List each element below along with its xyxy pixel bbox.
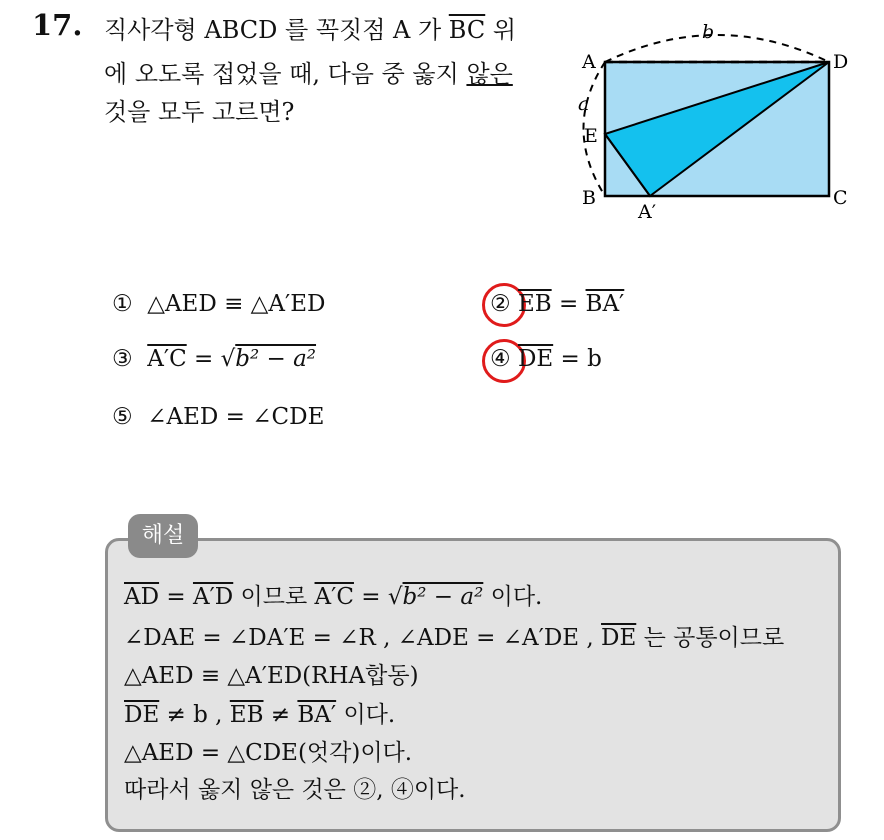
segment-a-prime-c: A′C (314, 584, 354, 610)
brace-b (605, 35, 829, 62)
label-length-a: a (578, 93, 590, 115)
choice-text: △AED ≡ △A′ED (147, 291, 326, 317)
solution-line-5: △AED = △CDE(엇각)이다. (124, 740, 413, 766)
choice-mark: ⑤ (112, 404, 133, 430)
question-line-2 (104, 54, 513, 89)
label-a-prime-point: A′ (638, 201, 657, 223)
segment-ba-prime: BA′ (297, 702, 337, 728)
solution-line-1 (124, 578, 542, 611)
label-b-point: B (582, 187, 596, 209)
root-sign: √ (387, 584, 403, 610)
equals: = (353, 584, 388, 610)
segment-de: $\overline{DE}$ (124, 702, 160, 728)
solution-line-4 (124, 696, 395, 729)
choice-4 (490, 346, 602, 372)
equals-b: = b (553, 346, 602, 372)
choice-5 (112, 404, 324, 430)
geometry-figure (570, 18, 860, 230)
question-text: 위 (485, 16, 517, 44)
solution-text: 이므로 (233, 584, 315, 610)
question-line-1 (104, 10, 516, 45)
label-e-point: E (584, 125, 598, 147)
equals: = (186, 346, 221, 372)
segment-a-prime-d: A′D (192, 584, 234, 610)
segment-ad: $\overline{AD}$ (124, 584, 160, 610)
equals: = (159, 584, 193, 610)
question-text: 직사각형 ABCD 를 꼭짓점 A 가 (104, 16, 449, 44)
choice-2 (490, 291, 624, 317)
choice-mark: ④ (490, 346, 511, 372)
label-length-b: b (702, 21, 715, 43)
solution-text: ≠ (263, 702, 298, 728)
solution-text: 이다. (336, 702, 396, 728)
choice-mark: ② (490, 291, 511, 317)
label-a-point: A (582, 51, 596, 73)
solution-text: ≠ b , (159, 702, 230, 728)
solution-text: ∠DAE = ∠DA′E = ∠R , ∠ADE = ∠A′DE , (124, 625, 602, 651)
segment-bc: $\overline{BC}$ (448, 16, 486, 44)
segment-de: $\overline{DE}$ (601, 625, 637, 651)
question-number: 17. (32, 8, 83, 42)
solution-line-2 (124, 619, 784, 652)
label-c-point: C (833, 187, 848, 209)
underlined-word: 않은 (466, 60, 513, 88)
segment-a-prime-c: A′C (147, 346, 187, 372)
segment-eb: $\overline{EB}$ (229, 702, 264, 728)
question-text: 에 오도록 접었을 때, 다음 중 옳지 (104, 60, 467, 88)
segment-ba-prime: BA′ (585, 291, 625, 317)
question-line-3: 것을 모두 고르면? (104, 98, 295, 126)
solution-tag: 해설 (128, 514, 198, 558)
solution-line-6: 따라서 옳지 않은 것은 ②, ④이다. (124, 777, 466, 803)
choice-mark: ③ (112, 346, 133, 372)
equals: = (551, 291, 586, 317)
choice-mark: ① (112, 291, 133, 317)
segment-de: $\overline{DE}$ (517, 346, 554, 372)
label-d-point: D (833, 51, 849, 73)
root-sign: √ (220, 346, 236, 372)
solution-line-3: △AED ≡ △A′ED(RHA합동) (124, 663, 419, 689)
choice-text: ∠AED = ∠CDE (147, 404, 325, 430)
choice-1 (112, 291, 325, 317)
solution-text: 이다. (483, 584, 543, 610)
radicand: b² − a² (235, 346, 317, 372)
choice-3 (112, 346, 316, 372)
solution-text: 는 공통이므로 (636, 625, 785, 651)
radicand: b² − a² (402, 584, 484, 610)
segment-eb: $\overline{EB}$ (517, 291, 552, 317)
